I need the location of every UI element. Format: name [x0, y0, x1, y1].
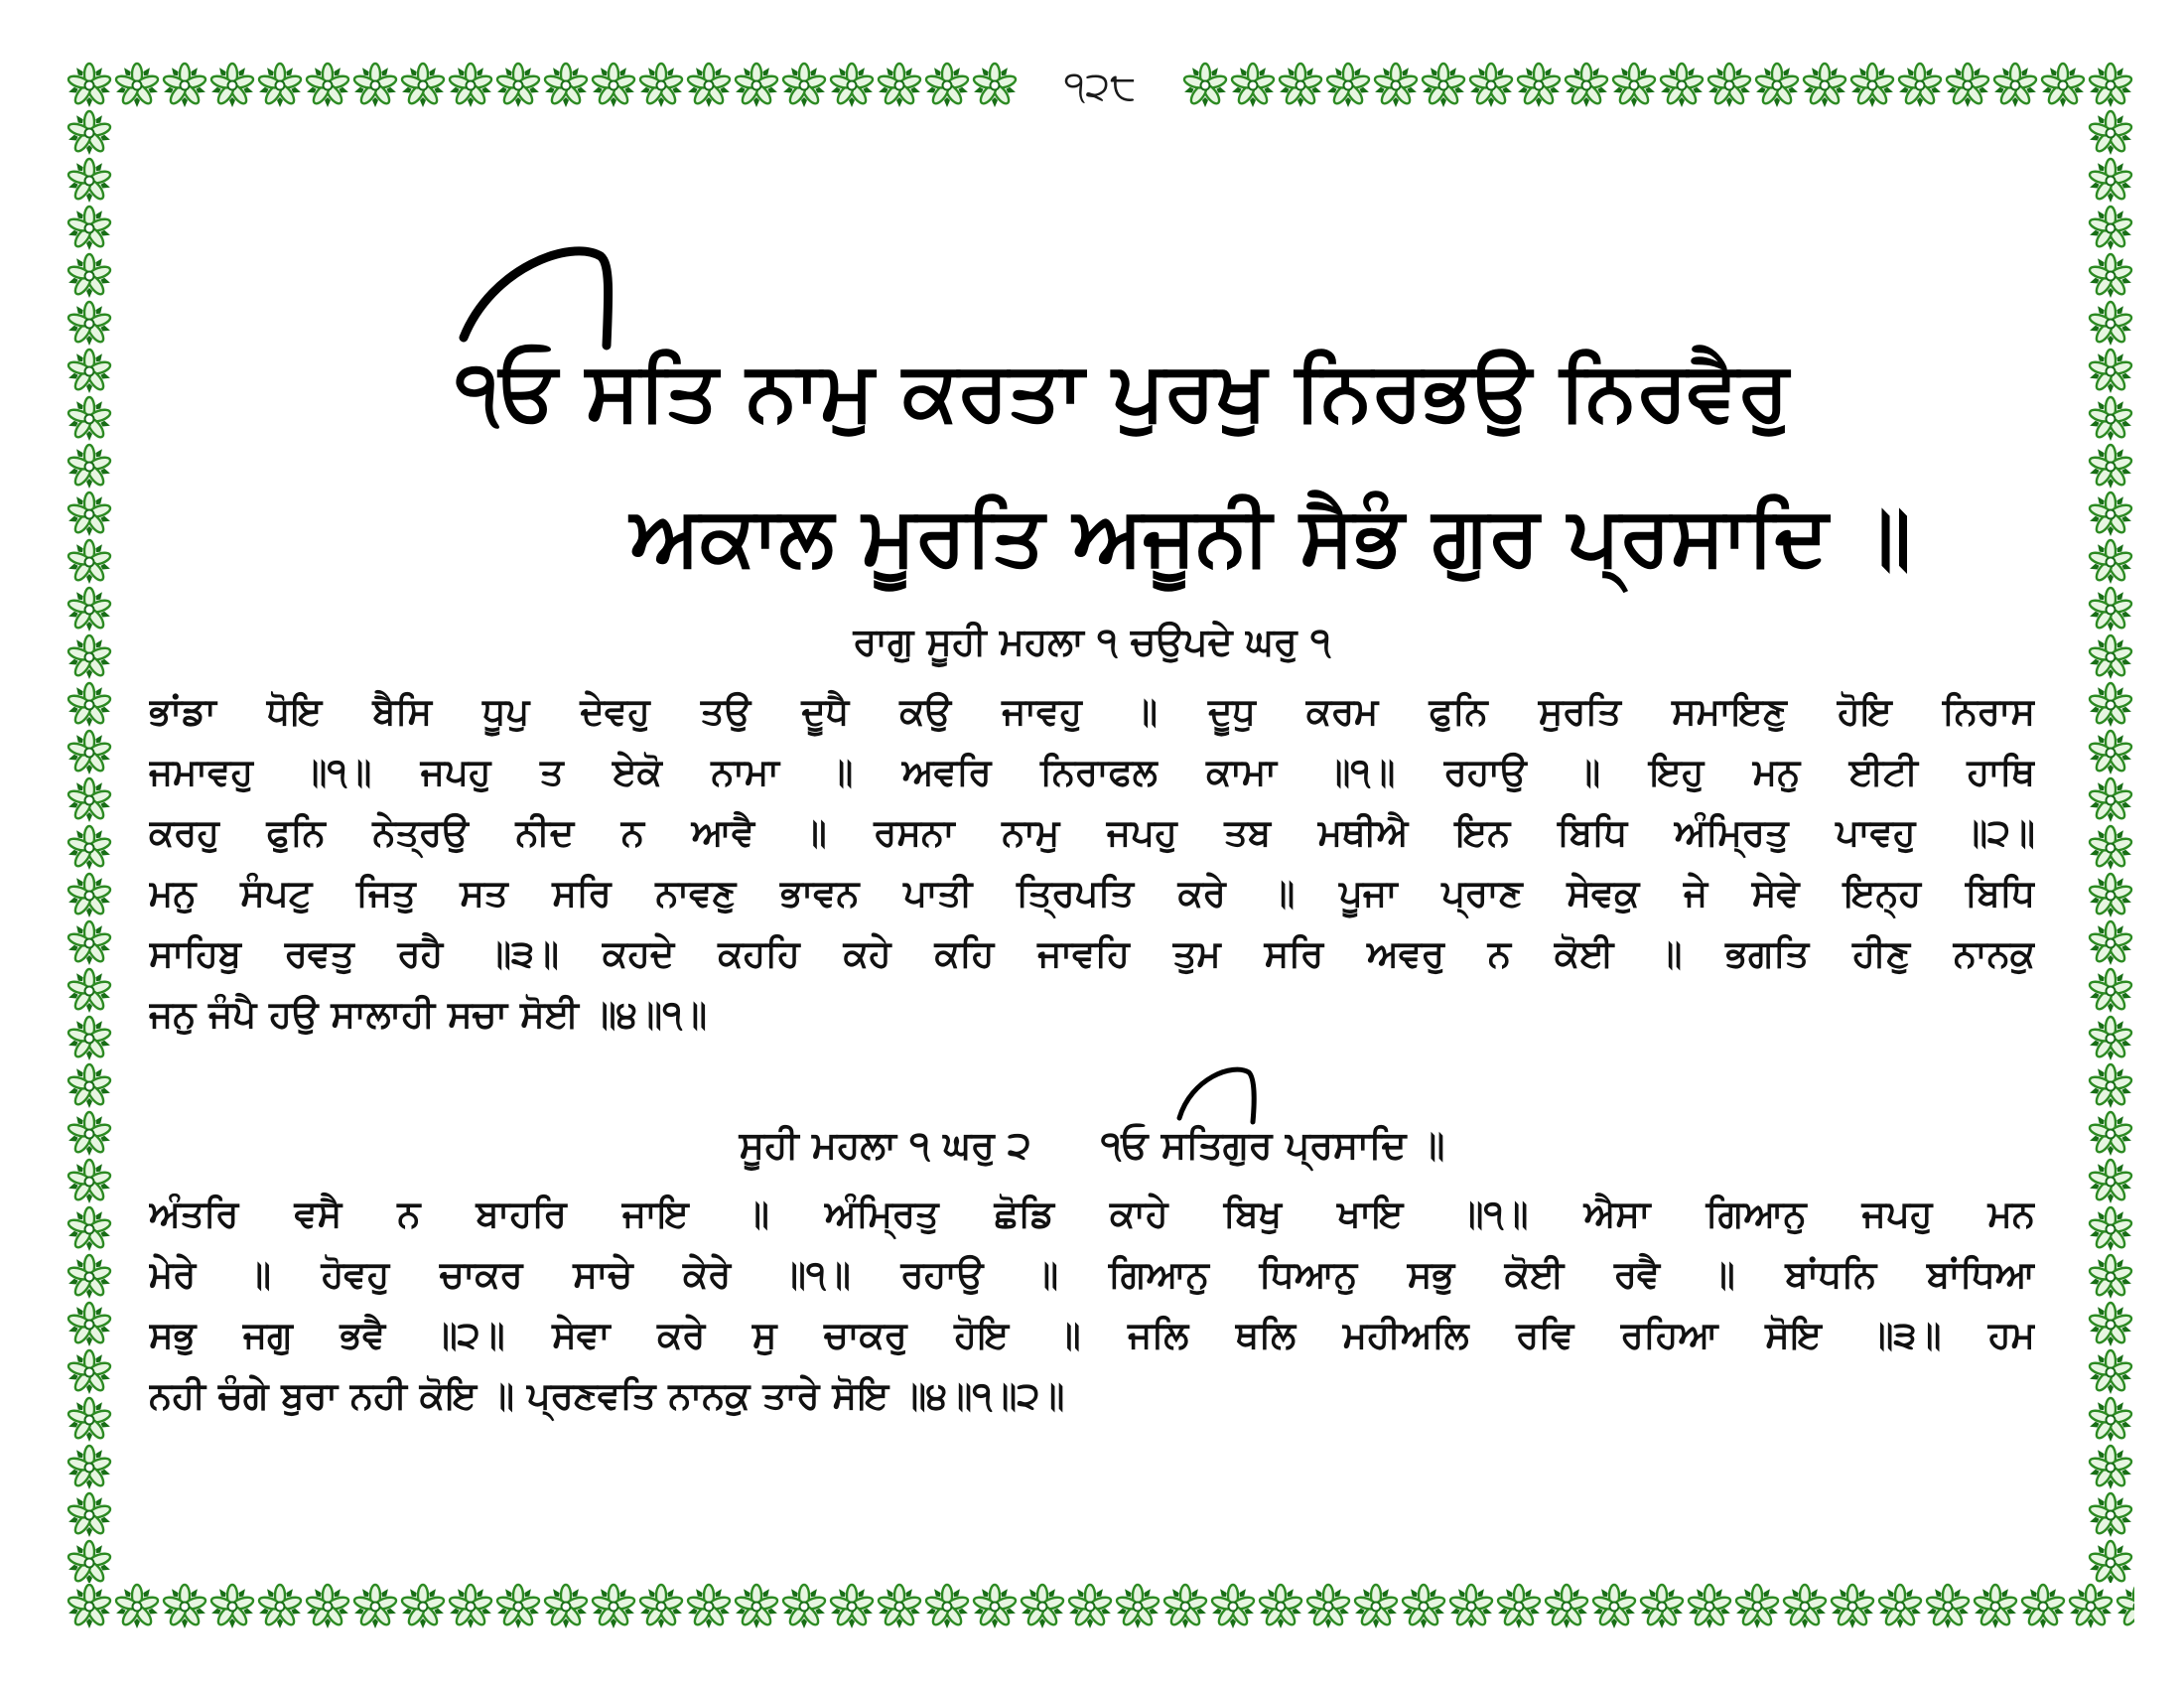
verse-line: ਸਭੁ ਜਗੁ ਭਵੈ ॥੨॥ ਸੇਵਾ ਕਰੇ ਸੁ ਚਾਕਰੁ ਹੋਇ ॥ ਜਲਿ ਥਲਿ ਮਹੀਅਲਿ ਰਵਿ ਰਹਿਆ ਸੋਇ ॥੩॥ ਹਮ — [149, 1314, 2035, 1356]
verse-line: ਜਮਾਵਹੁ ॥੧॥ ਜਪਹੁ ਤ ਏਕੋ ਨਾਮਾ ॥ ਅਵਰਿ ਨਿਰਾਫਲ ਕਾਮਾ ॥੧॥ ਰਹਾਉ ॥ ਇਹੁ ਮਨੁ ਈਟੀ ਹਾਥਿ — [149, 751, 2035, 793]
verse-line: ਮਨੁ ਸੰਪਟੁ ਜਿਤੁ ਸਤ ਸਰਿ ਨਾਵਣੁ ਭਾਵਨ ਪਾਤੀ ਤ੍ਰਿਪਤਿ ਕਰੇ ॥ ਪੂਜਾ ਪ੍ਰਾਣ ਸੇਵਕੁ ਜੇ ਸੇਵੇ ਇਨ੍ਹ ਬਿਧਿ — [149, 872, 2035, 914]
page-number: ੧੨੮ — [1063, 64, 1137, 109]
shabad-2-heading — [149, 1117, 2035, 1173]
mool-mantar-line-2: ਅਕਾਲ ਮੂਰਤਿ ਅਜੂਨੀ ਸੈਭੰ ਗੁਰ ਪ੍ਰਸਾਦਿ ॥ — [629, 490, 1912, 584]
mool-mantar-line-1: ੧ਓ ਸਤਿ ਨਾਮੁ ਕਰਤਾ ਪੁਰਖੁ ਨਿਰਭਉ ਨਿਰਵੈਰੁ — [455, 345, 1789, 439]
shabad-1-text — [149, 681, 2035, 1045]
floral-border-bottom — [66, 1583, 2134, 1630]
floral-border-left — [66, 109, 113, 1583]
shabad-1-heading: ਰਾਗੁ ਸੂਹੀ ਮਹਲਾ ੧ ਚਉਪਦੇ ਘਰੁ ੧ — [853, 620, 1331, 663]
verse-line: ਭਾਂਡਾ ਧੋਇ ਬੈਸਿ ਧੂਪੁ ਦੇਵਹੁ ਤਉ ਦੂਧੈ ਕਉ ਜਾਵਹੁ ॥ ਦੂਧੁ ਕਰਮ ਫੁਨਿ ਸੁਰਤਿ ਸਮਾਇਣੁ ਹੋਇ ਨਿਰਾਸ — [149, 690, 2035, 733]
verse-line: ਜਨੁ ਜੰਪੈ ਹਉ ਸਾਲਾਹੀ ਸਚਾ ਸੋਈ ॥੪॥੧॥ — [149, 993, 708, 1036]
floral-border-top-right — [1181, 62, 2134, 109]
shabad-2-heading-right: ੧ਓ ਸਤਿਗੁਰ ਪ੍ਰਸਾਦਿ ॥ — [1100, 1123, 1445, 1167]
shabad-2-heading-left: ਸੂਹੀ ਮਹਲਾ ੧ ਘਰੁ ੨ — [739, 1123, 1031, 1167]
shabad-2-text — [149, 1184, 2035, 1426]
verse-line: ਨਹੀ ਚੰਗੇ ਬੁਰਾ ਨਹੀ ਕੋਇ ॥ ਪ੍ਰਣਵਤਿ ਨਾਨਕੁ ਤਾਰੇ ਸੋਇ ॥੪॥੧॥੨॥ — [149, 1374, 1065, 1417]
verse-line: ਮੇਰੇ ॥ ਹੋਵਹੁ ਚਾਕਰ ਸਾਚੇ ਕੇਰੇ ॥੧॥ ਰਹਾਉ ॥ ਗਿਆਨੁ ਧਿਆਨੁ ਸਭੁ ਕੋਈ ਰਵੈ ॥ ਬਾਂਧਨਿ ਬਾਂਧਿਆ — [149, 1253, 2035, 1296]
floral-border-top-left — [66, 62, 1019, 109]
verse-line: ਅੰਤਰਿ ਵਸੈ ਨ ਬਾਹਰਿ ਜਾਇ ॥ ਅੰਮ੍ਰਿਤੁ ਛੋਡਿ ਕਾਹੇ ਬਿਖੁ ਖਾਇ ॥੧॥ ਐਸਾ ਗਿਆਨੁ ਜਪਹੁ ਮਨ — [149, 1193, 2035, 1235]
floral-border-right — [2087, 109, 2134, 1583]
verse-line: ਕਰਹੁ ਫੁਨਿ ਨੇਤ੍ਰਉ ਨੀਦ ਨ ਆਵੈ ॥ ਰਸਨਾ ਨਾਮੁ ਜਪਹੁ ਤਬ ਮਥੀਐ ਇਨ ਬਿਧਿ ਅੰਮ੍ਰਿਤੁ ਪਾਵਹੁ ॥੨॥ — [149, 811, 2035, 854]
verse-line: ਸਾਹਿਬੁ ਰਵਤੁ ਰਹੈ ॥੩॥ ਕਹਦੇ ਕਹਹਿ ਕਹੇ ਕਹਿ ਜਾਵਹਿ ਤੁਮ ਸਰਿ ਅਵਰੁ ਨ ਕੋਈ ॥ ਭਗਤਿ ਹੀਣੁ ਨਾਨਕੁ — [149, 932, 2035, 975]
